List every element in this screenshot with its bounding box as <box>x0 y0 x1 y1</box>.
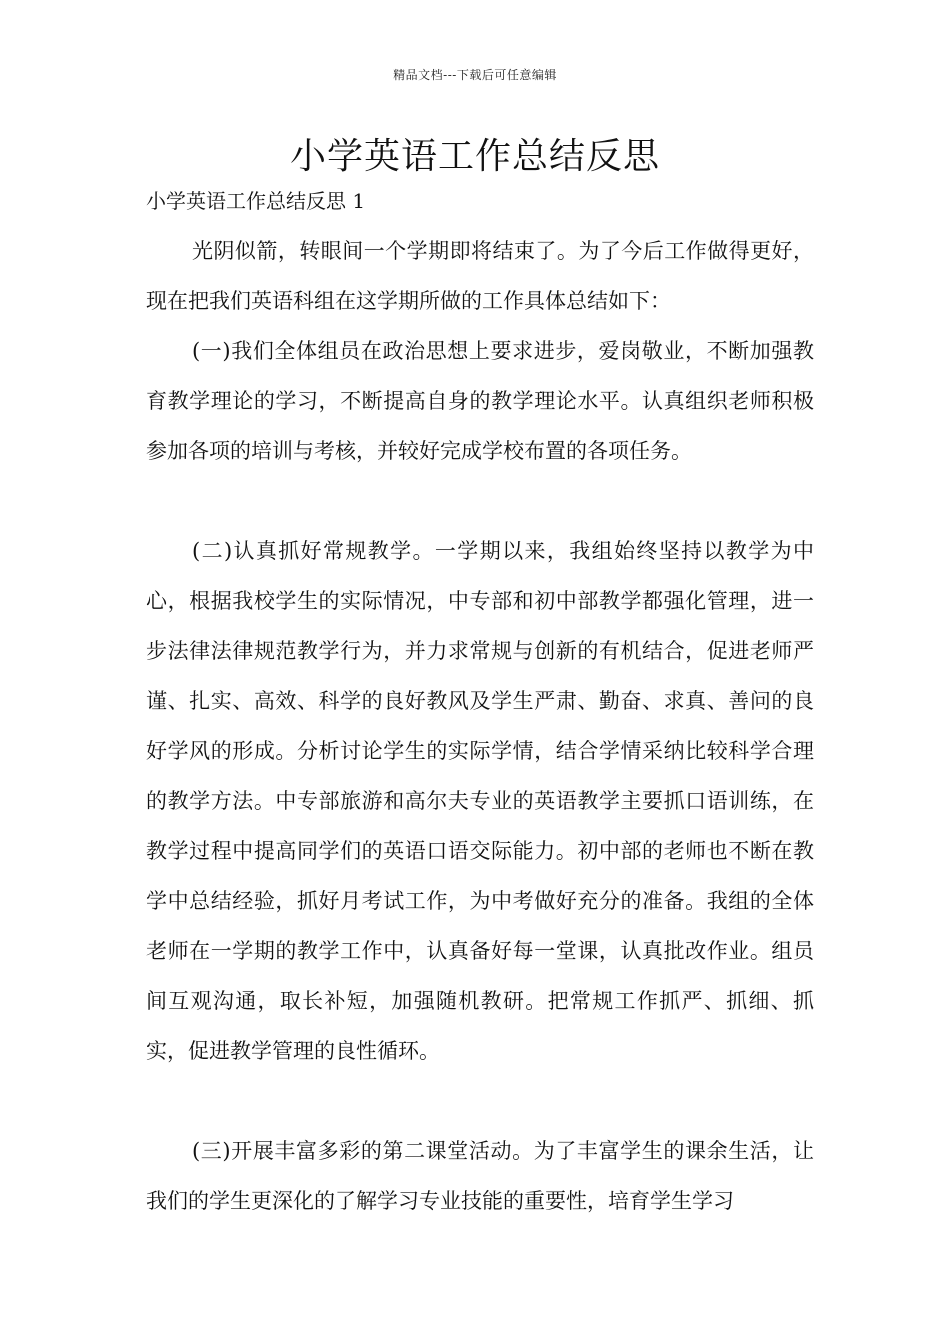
paragraph-spacer <box>146 1076 814 1126</box>
paragraph-intro: 光阴似箭，转眼间一个学期即将结束了。为了今后工作做得更好，现在把我们英语科组在这学期所做的工作具体总结如下： <box>146 239 814 313</box>
document-title: 小学英语工作总结反思 <box>289 136 660 177</box>
document-body <box>146 226 814 1226</box>
paragraph-spacer <box>146 476 814 526</box>
paragraph-section-1: (一)我们全体组员在政治思想上要求进步，爱岗敬业，不断加强教育教学理论的学习，不断提高自身的教学理论水平。认真组织老师积极参加各项的培训与考核，并较好完成学校布置的各项任务。 <box>146 339 814 463</box>
paragraph-section-3: (三)开展丰富多彩的第二课堂活动。为了丰富学生的课余生活，让我们的学生更深化的了解学习专业技能的重要性，培育学生学习 <box>146 1139 814 1213</box>
document-subtitle: 小学英语工作总结反思 1 <box>146 189 366 213</box>
header-note: 精品文档---下载后可任意编辑 <box>393 68 557 82</box>
paragraph-section-2: (二)认真抓好常规教学。一学期以来，我组始终坚持以教学为中心，根据我校学生的实际情况，中专部和初中部教学都强化管理，进一步法律法律规范教学行为，并力求常规与创新的有机结合，促进老师严谨、扎实、高效、科学的良好教风及学生严肃、勤奋、求真、善问的良好学风的形成。分析讨论学生的实际学情，结合学情采纳比较科学合理的教学方法。中专部旅游和高尔夫专业的英语教学主要抓口语训练，在教学过程中提高同学们的英语口语交际能力。初中部的老师也不断在教学中总结经验，抓好月考试工作，为中考做好充分的准备。我组的全体老师在一学期的教学工作中，认真备好每一堂课，认真批改作业。组员间互观沟通，取长补短，加强随机教研。把常规工作抓严、抓细、抓实，促进教学管理的良性循环。 <box>146 539 814 1063</box>
